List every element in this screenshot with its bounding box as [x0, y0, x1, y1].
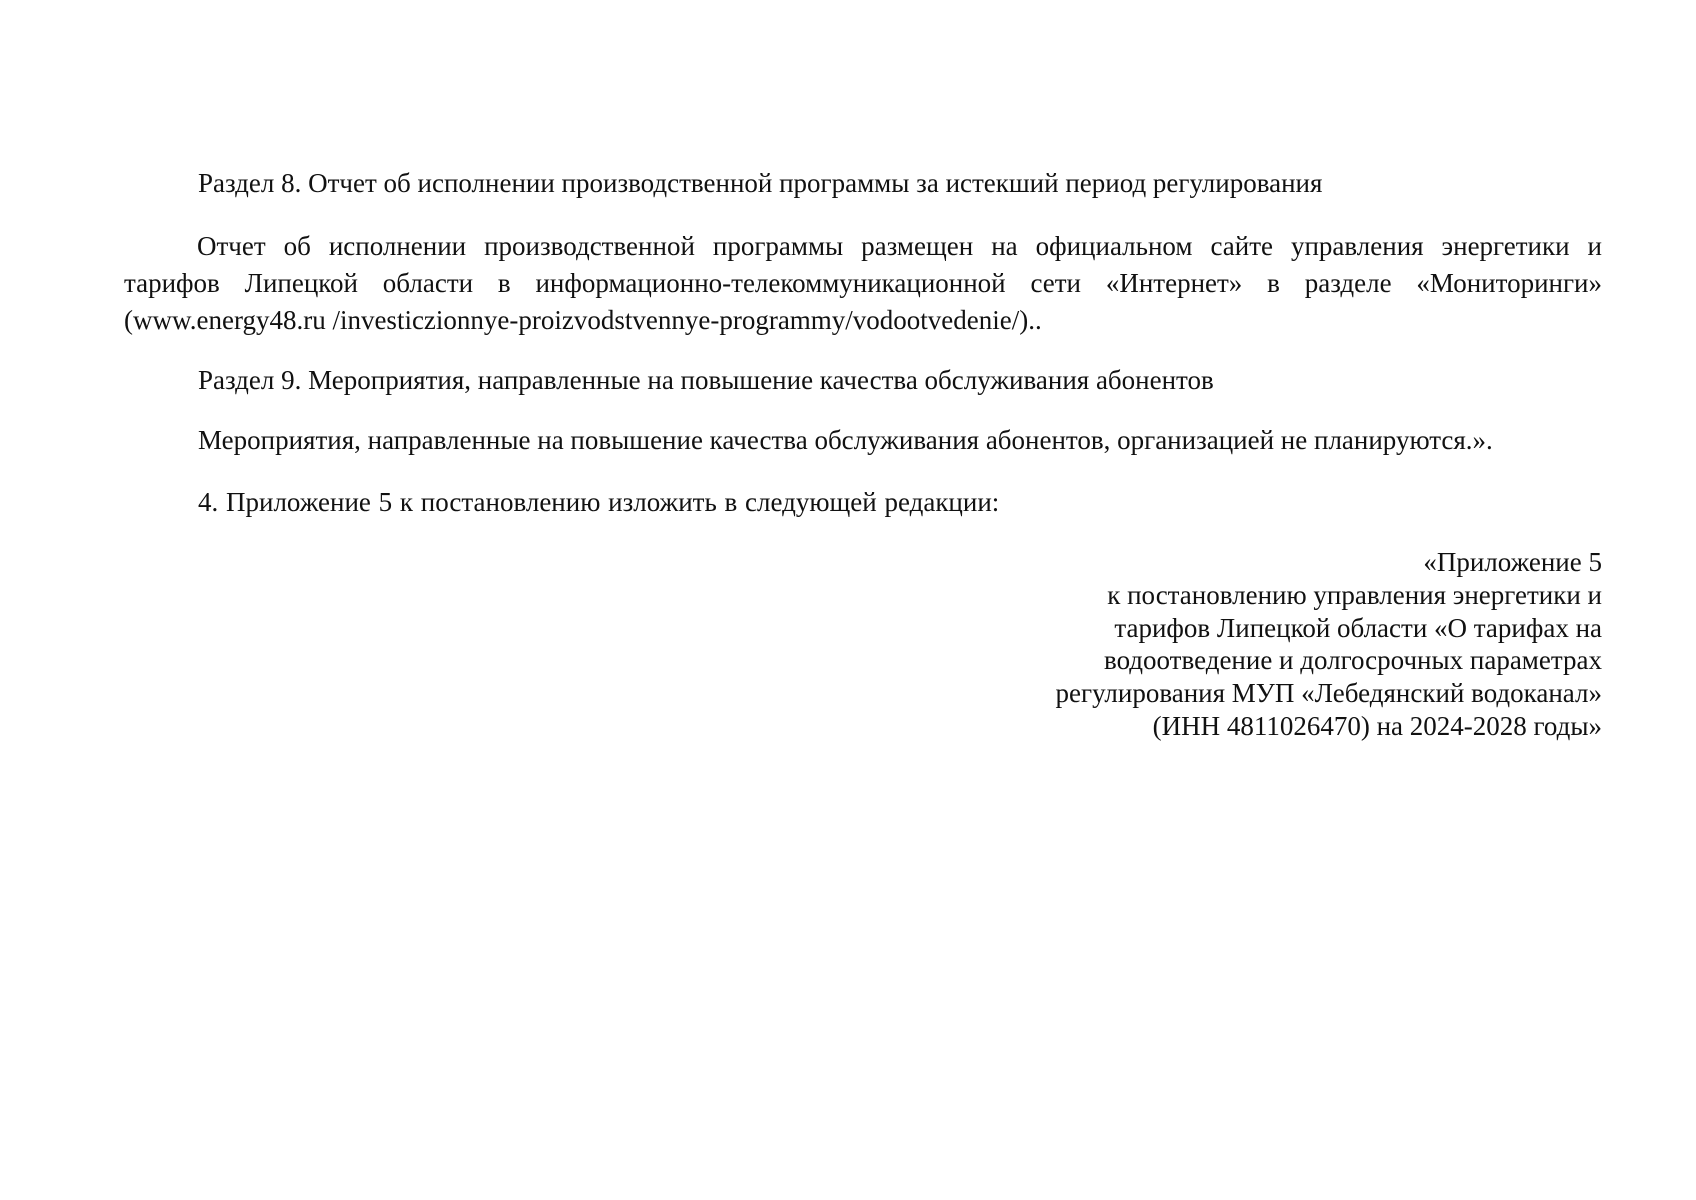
section-8-heading: Раздел 8. Отчет об исполнении производственной программы за истекший период регулирования: [198, 168, 1323, 198]
section-8-paragraph-line-2: тарифов Липецкой области в информационно-телекоммуникационной сети «Интернет» в разделе «Мониторинги»: [124, 268, 1602, 298]
appendix-header-line: к постановлению управления энергетики и: [1107, 579, 1602, 610]
section-9-paragraph: Мероприятия, направленные на повышение качества обслуживания абонентов, организацией не планируются.».: [198, 425, 1493, 455]
appendix-header: [1056, 546, 1602, 743]
section-9-heading: Раздел 9. Мероприятия, направленные на повышение качества обслуживания абонентов: [198, 365, 1214, 395]
appendix-header-line: тарифов Липецкой области «О тарифах на: [1114, 612, 1602, 643]
appendix-header-line: водоотведение и долгосрочных параметрах: [1104, 645, 1602, 676]
appendix-header-line: (ИНН 4811026470) на 2024-2028 годы»: [1152, 710, 1602, 741]
section-8-paragraph: [124, 228, 1602, 339]
item-4-text: 4. Приложение 5 к постановлению изложить в следующей редакции:: [198, 487, 1000, 517]
appendix-header-line: регулирования МУП «Лебедянский водоканал»: [1055, 678, 1602, 709]
section-8-paragraph-line-3: (www.energy48.ru /investiczionnye-proizvodstvennye-programmy/vodootvedenie/)..: [124, 305, 1042, 335]
appendix-header-line: «Приложение 5: [1423, 547, 1602, 577]
section-8-paragraph-line-1: Отчет об исполнении производственной программы размещен на официальном сайте управления энергетики и: [197, 231, 1602, 261]
